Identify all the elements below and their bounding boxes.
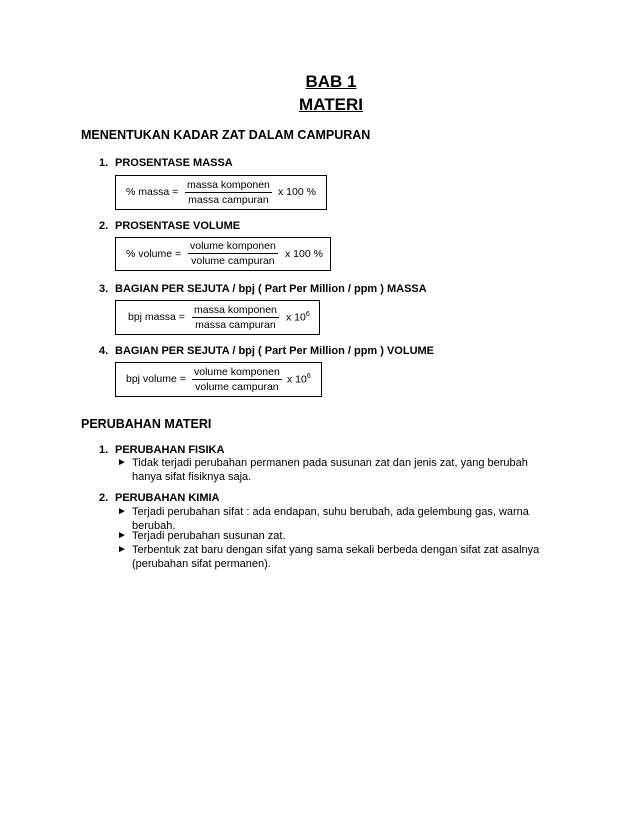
formula-numerator: volume komponen xyxy=(190,240,276,252)
item-number: 1. xyxy=(99,157,109,169)
formula-denominator: massa campuran xyxy=(188,194,269,206)
formula-rhs xyxy=(287,373,311,386)
item-label-perubahan-kimia: PERUBAHAN KIMIA xyxy=(115,492,220,504)
formula-numerator: massa komponen xyxy=(194,304,277,316)
formula-lhs: % massa = xyxy=(126,186,179,198)
chapter-title: BAB 1 xyxy=(305,72,357,91)
formula-exponent: 6 xyxy=(305,311,310,318)
formula-denominator: volume campuran xyxy=(195,381,279,393)
formula-box-bpj-volume xyxy=(115,362,322,397)
list-item xyxy=(117,543,567,571)
formula-box-massa xyxy=(115,175,327,210)
formula-fraction xyxy=(188,239,278,268)
formula-rhs: x 100 % xyxy=(285,248,323,260)
bullet-arrow-icon: ► xyxy=(117,506,127,517)
formula-denominator: volume campuran xyxy=(191,255,275,267)
bullet-arrow-icon: ► xyxy=(117,530,127,541)
formula-denominator: massa campuran xyxy=(195,319,276,331)
list-item xyxy=(117,456,567,484)
formula-rhs-base: x 10 xyxy=(287,373,307,386)
formula-numerator: volume komponen xyxy=(194,366,280,378)
formula-fraction xyxy=(192,303,279,332)
bullet-text: Tidak terjadi perubahan permanen pada susunan zat dan jenis zat, yang berubah hanya sifat fisiknya saja. xyxy=(132,457,528,483)
bullet-arrow-icon: ► xyxy=(117,544,127,555)
item-number: 4. xyxy=(99,345,109,357)
item-label-prosentase-volume: PROSENTASE VOLUME xyxy=(115,220,241,232)
bullet-text: Terjadi perubahan susunan zat. xyxy=(132,530,286,542)
chapter-subtitle: MATERI xyxy=(299,95,363,114)
formula-exponent: 6 xyxy=(306,373,311,380)
item-number: 2. xyxy=(99,220,109,232)
list-item xyxy=(117,529,567,543)
formula-box-volume xyxy=(115,237,331,271)
item-number: 1. xyxy=(99,444,109,456)
formula-fraction xyxy=(185,178,272,207)
formula-rhs-base: x 10 xyxy=(286,311,306,324)
bullet-text: Terjadi perubahan sifat : ada endapan, suhu berubah, ada gelembung gas, warna berubah. xyxy=(132,506,529,532)
formula-rhs: x 100 % xyxy=(278,186,316,198)
formula-box-bpj-massa xyxy=(115,300,320,335)
section-heading-perubahan-materi: PERUBAHAN MATERI xyxy=(81,417,212,431)
section-heading-kadar-zat: MENENTUKAN KADAR ZAT DALAM CAMPURAN xyxy=(81,128,371,142)
item-label-prosentase-massa: PROSENTASE MASSA xyxy=(115,157,233,169)
item-label-perubahan-fisika: PERUBAHAN FISIKA xyxy=(115,444,225,456)
bullet-text: Terbentuk zat baru dengan sifat yang sama sekali berbeda dengan sifat zat asalnya (perubahan sifat permanen). xyxy=(132,544,540,570)
item-label-bpj-volume: BAGIAN PER SEJUTA / bpj ( Part Per Million / ppm ) VOLUME xyxy=(115,345,435,357)
item-number: 2. xyxy=(99,492,109,504)
item-number: 3. xyxy=(99,283,109,295)
formula-lhs: bpj volume = xyxy=(126,373,186,385)
formula-numerator: massa komponen xyxy=(187,179,270,191)
formula-fraction xyxy=(192,365,282,394)
formula-rhs xyxy=(286,311,310,324)
formula-lhs: % volume = xyxy=(126,248,182,260)
formula-lhs: bpj massa = xyxy=(128,311,185,323)
bullet-arrow-icon: ► xyxy=(117,457,127,468)
item-label-bpj-massa: BAGIAN PER SEJUTA / bpj ( Part Per Million / ppm ) MASSA xyxy=(115,283,427,295)
